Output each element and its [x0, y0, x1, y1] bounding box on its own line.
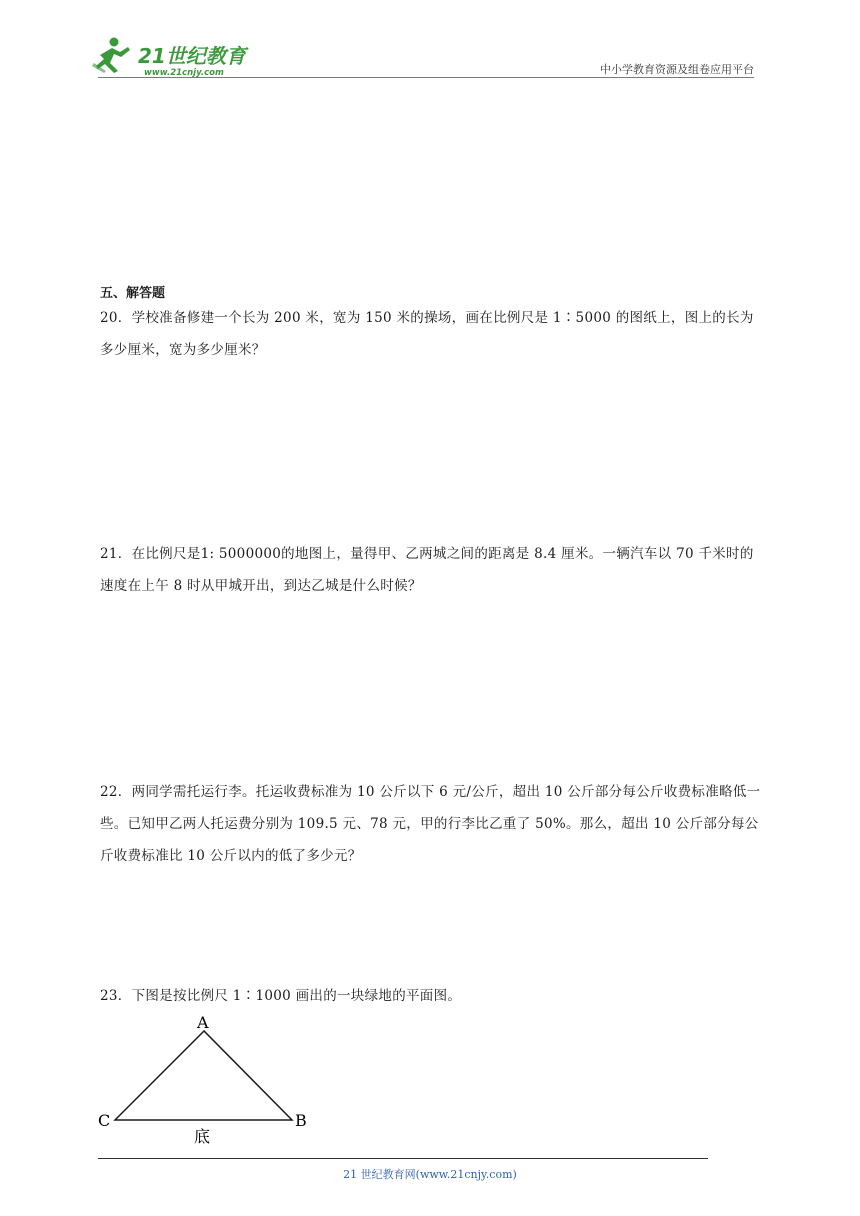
logo-text: 21世纪教育 — [138, 44, 246, 68]
question-23: 23．下图是按比例尺 1∶1000 画出的一块绿地的平面图。 — [100, 988, 462, 1004]
question-21: 21．在比例尺是1: 5000000的地图上，量得甲、乙两城之间的距离是 8.4 厘米。一辆汽车以 70 千米时的速度在上午 8 时从甲城开出，到达乙城是什么时候？ — [100, 546, 754, 594]
triangle-figure — [92, 1010, 322, 1150]
footer-divider — [98, 1158, 708, 1159]
footer-text: 21 世纪教育网(www.21cnjy.com) — [343, 1168, 517, 1181]
vertex-label-a: A — [197, 1013, 209, 1032]
triangle-shape — [115, 1031, 292, 1120]
section-title: 五、解答题 — [100, 286, 166, 301]
question-22: 22．两同学需托运行李。托运收费标准为 10 公斤以下 6 元/公斤，超出 10 公斤部分每公斤收费标准略低一些。已知甲乙两人托运费分别为 109.5 元、78 元，甲的行李比乙重了 50%。那么，超出 10 公斤部分每公斤收费标准比 10 公斤以内的低了多少元？ — [100, 784, 761, 864]
runner-icon — [92, 38, 130, 74]
site-logo — [92, 33, 262, 79]
vertex-label-c: C — [98, 1111, 111, 1130]
header-slogan: 中小学教育资源及组卷应用平台 — [600, 63, 754, 76]
vertex-label-b: B — [295, 1111, 307, 1130]
question-20: 20．学校准备修建一个长为 200 米，宽为 150 米的操场，画在比例尺是 1∶5000 的图纸上，图上的长为多少厘米，宽为多少厘米？ — [100, 310, 754, 358]
base-label: 底 — [194, 1127, 211, 1146]
logo-url: www.21cnjy.com — [144, 68, 224, 78]
header-divider — [98, 77, 754, 78]
